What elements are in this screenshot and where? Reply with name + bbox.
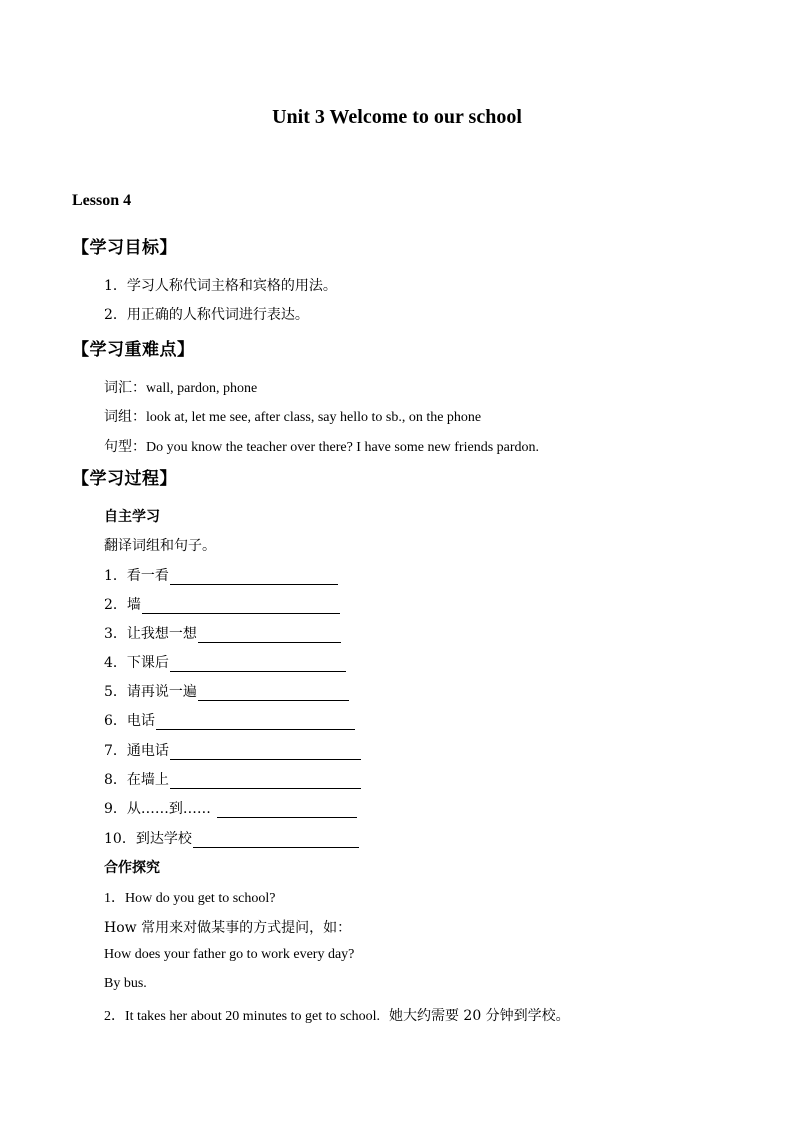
objective-item: 1．学习人称代词主格和宾格的用法。 <box>104 278 337 294</box>
translation-item <box>104 740 361 760</box>
translation-item <box>104 769 361 789</box>
question-1-example: How does your father go to work every day? <box>104 947 355 962</box>
answer-blank[interactable] <box>170 774 361 789</box>
answer-blank[interactable] <box>217 803 357 818</box>
translation-prompt: 3．让我想一想 <box>104 626 197 642</box>
translation-prompt: 10．到达学校 <box>104 831 192 847</box>
section-objectives: 【学习目标】 <box>72 238 177 258</box>
translation-prompt: 8．在墙上 <box>104 772 169 788</box>
phrases-line <box>104 406 481 426</box>
translation-prompt: 4．下课后 <box>104 655 169 671</box>
translation-item <box>104 681 349 701</box>
section-process: 【学习过程】 <box>72 469 177 489</box>
translation-prompt: 2．墙 <box>104 597 141 613</box>
question-2-english: 2．It takes her about 20 minutes to get to school. <box>104 1009 381 1024</box>
translation-prompt: 6．电话 <box>104 713 155 729</box>
self-study-instruction: 翻译词组和句子。 <box>104 538 216 554</box>
answer-blank[interactable] <box>198 686 349 701</box>
question-1-note: How 常用来对做某事的方式提问，如： <box>104 920 352 936</box>
question-2-chinese: 她大约需要 20 分钟到学校。 <box>388 1008 570 1024</box>
answer-blank[interactable] <box>170 657 346 672</box>
translation-item <box>104 652 346 672</box>
section-key-points: 【学习重难点】 <box>72 340 195 360</box>
translation-item <box>104 710 355 730</box>
vocab-text: wall, pardon, phone <box>146 381 258 396</box>
translation-prompt: 9．从……到…… <box>104 801 211 817</box>
phrases-text: look at, let me see, after class, say hello to sb., on the phone <box>146 410 482 425</box>
question-1-answer: By bus. <box>104 976 147 991</box>
question-1: 1．How do you get to school? <box>104 891 276 906</box>
vocab-label: 词汇： <box>104 380 146 396</box>
sentences-text: Do you know the teacher over there? I have some new friends pardon. <box>146 440 540 455</box>
question-2 <box>104 1005 570 1025</box>
page-title: Unit 3 Welcome to our school <box>272 106 522 128</box>
translation-prompt: 1．看一看 <box>104 568 169 584</box>
answer-blank[interactable] <box>142 599 340 614</box>
sentences-label: 句型： <box>104 439 146 455</box>
answer-blank[interactable] <box>193 833 359 848</box>
answer-blank[interactable] <box>156 715 355 730</box>
translation-item <box>104 798 357 818</box>
objective-item: 2．用正确的人称代词进行表达。 <box>104 307 309 323</box>
translation-item <box>104 594 340 614</box>
vocab-line <box>104 377 257 397</box>
sentences-line <box>104 436 539 456</box>
answer-blank[interactable] <box>170 745 361 760</box>
translation-item <box>104 565 338 585</box>
translation-prompt: 7．通电话 <box>104 743 169 759</box>
cooperative-heading: 合作探究 <box>104 860 160 876</box>
translation-prompt: 5．请再说一遍 <box>104 684 197 700</box>
answer-blank[interactable] <box>198 628 341 643</box>
answer-blank[interactable] <box>170 570 338 585</box>
phrases-label: 词组： <box>104 409 146 425</box>
lesson-heading: Lesson 4 <box>72 192 132 209</box>
self-study-heading: 自主学习 <box>104 509 160 525</box>
translation-item <box>104 623 341 643</box>
translation-item <box>104 828 359 848</box>
